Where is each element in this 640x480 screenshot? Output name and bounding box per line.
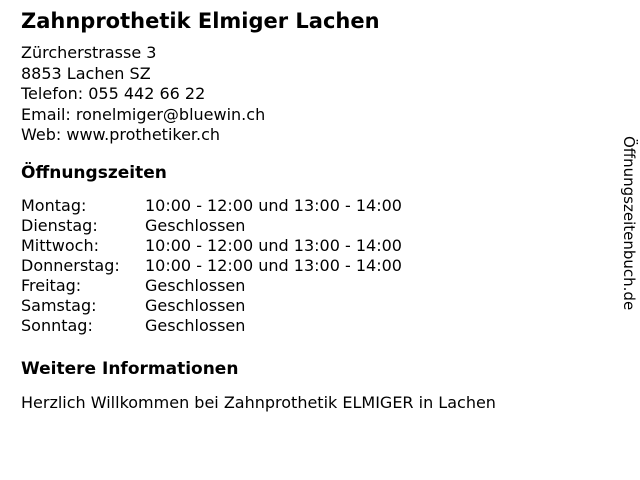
hours-day-label: Dienstag: — [21, 215, 98, 235]
hours-row-montag — [21, 196, 600, 216]
address-email: Email: ronelmiger@bluewin.ch — [21, 104, 266, 124]
hours-time-value: Geschlossen — [145, 275, 246, 295]
opening-hours-table — [21, 196, 600, 336]
hours-day-label: Sonntag: — [21, 315, 93, 335]
site-watermark: Öffnungszeitenbuch.de — [620, 136, 638, 311]
hours-time-value: 10:00 - 12:00 und 13:00 - 14:00 — [145, 195, 402, 215]
more-info-heading: Weitere Informationen — [21, 358, 239, 379]
hours-day-label: Montag: — [21, 195, 87, 215]
hours-time-value: Geschlossen — [145, 295, 246, 315]
address-web: Web: www.prothetiker.ch — [21, 125, 221, 144]
welcome-text: Herzlich Willkommen bei Zahnprothetik ELMIGER in Lachen — [21, 392, 496, 412]
opening-hours-heading: Öffnungszeiten — [21, 162, 167, 183]
hours-day-label: Freitag: — [21, 275, 82, 295]
address-phone: Telefon: 055 442 66 22 — [21, 84, 206, 103]
hours-row-dienstag — [21, 216, 600, 236]
hours-day-label: Samstag: — [21, 295, 97, 315]
hours-row-donnerstag — [21, 256, 600, 276]
hours-row-samstag — [21, 296, 600, 316]
hours-day-label: Mittwoch: — [21, 235, 99, 255]
address-city: 8853 Lachen SZ — [21, 63, 151, 83]
hours-time-value: Geschlossen — [145, 315, 246, 335]
hours-row-sonntag — [21, 316, 600, 336]
address-street: Zürcherstrasse 3 — [21, 43, 157, 62]
hours-row-freitag — [21, 276, 600, 296]
page-title: Zahnprothetik Elmiger Lachen — [21, 9, 380, 33]
hours-time-value: 10:00 - 12:00 und 13:00 - 14:00 — [145, 255, 402, 275]
hours-time-value: 10:00 - 12:00 und 13:00 - 14:00 — [145, 235, 402, 255]
hours-day-label: Donnerstag: — [21, 255, 120, 275]
hours-time-value: Geschlossen — [145, 215, 246, 235]
address-block — [21, 43, 600, 146]
hours-row-mittwoch — [21, 236, 600, 256]
